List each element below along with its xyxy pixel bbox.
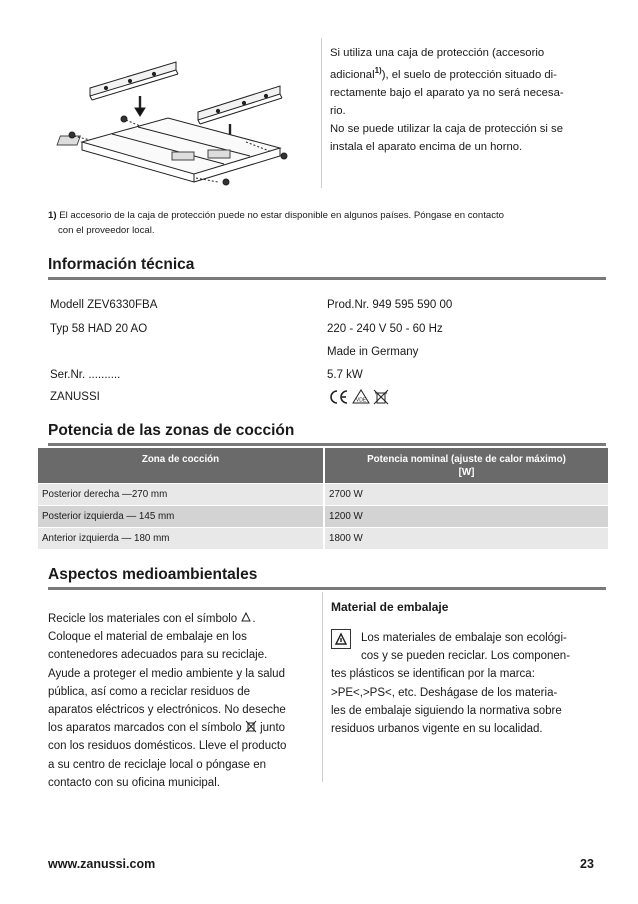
footnote-number: 1) [48, 210, 57, 221]
table-header-row [38, 448, 608, 483]
website-link[interactable]: www.zanussi.com [48, 857, 156, 871]
recycling-text: contacto con su oficina municipal. [48, 776, 220, 789]
recycling-text: contenedores adecuados para su reciclaje. [48, 649, 268, 662]
serial-number: Ser.Nr. .......... [50, 369, 121, 381]
weee-bin-icon [245, 720, 257, 733]
recycle-icon [240, 611, 252, 624]
recycling-text: con los residuos domésticos. Lleve el producto [48, 740, 287, 753]
packaging-text: tes plásticos se identifican por la marca: [331, 668, 535, 681]
footnote-text: El accesorio de la caja de protección puede no estar disponible en algunos países. Póngase en contacto [59, 210, 505, 221]
footnote-ref: 1) [374, 66, 382, 75]
note-line: rio. [330, 104, 346, 117]
power-cell: 1200 W [324, 505, 608, 527]
packaging-text: residuos urbanos vigente en su localidad. [331, 723, 543, 736]
column-divider [322, 592, 323, 782]
note-line [330, 62, 600, 84]
footnote [48, 208, 608, 238]
recycling-text: pública, así como a reciclar residuos de [48, 685, 250, 698]
zone-cell: Anterior izquierda — 180 mm [38, 527, 324, 549]
table-row [38, 527, 608, 549]
note-text: adicional [330, 68, 375, 81]
power-cell: 1800 W [324, 527, 608, 549]
model-number: Modell ZEV6330FBA [50, 299, 158, 311]
column-header-zone: Zona de cocción [38, 448, 324, 483]
packaging-info-icon [331, 629, 351, 649]
recycling-text: Coloque el material de embalaje en los [48, 631, 247, 644]
approval-mark-icon [353, 390, 369, 404]
recycling-text: Ayude a proteger el medio ambiente y la salud [48, 667, 285, 680]
column-header-unit: [W] [458, 467, 475, 478]
total-power: 5.7 kW [327, 369, 363, 381]
packaging-text: >PE<,>PS<, etc. Deshágase de los materia- [331, 686, 558, 699]
protection-box-installation-illustration [48, 38, 322, 188]
product-number: Prod.Nr. 949 595 590 00 [327, 299, 453, 311]
svg-text:VDE: VDE [355, 397, 367, 404]
section-title-technical: Información técnica [48, 256, 606, 280]
recycling-text: a su centro de reciclaje local o póngase en [48, 758, 267, 771]
type-code: Typ 58 HAD 20 AO [50, 323, 148, 335]
brand-name: ZANUSSI [50, 391, 100, 403]
voltage-rating: 220 - 240 V 50 - 60 Hz [327, 323, 443, 335]
certification-marks [327, 389, 397, 405]
table-row [38, 505, 608, 527]
note-text: ), el suelo de protección situado di- [381, 68, 557, 81]
recycling-instructions [48, 610, 320, 792]
recycling-text: junto [260, 722, 286, 735]
note-line: rectamente bajo el aparato ya no será necesa- [330, 86, 564, 99]
footnote-text: con el proveedor local. [58, 225, 155, 236]
recycling-text: aparatos eléctricos y electrónicos. No deseche [48, 704, 286, 717]
recycling-text: Recicle los materiales con el símbolo [48, 613, 238, 625]
weee-bin-icon [374, 390, 388, 404]
protection-box-illustration [48, 38, 322, 188]
zone-cell: Posterior izquierda — 145 mm [38, 505, 324, 527]
packaging-text: cos y se pueden reciclar. Los componen- [361, 650, 571, 663]
packaging-title: Material de embalaje [331, 600, 449, 614]
zone-cell: Posterior derecha —270 mm [38, 483, 324, 505]
protection-box-note [330, 44, 600, 156]
column-header-power-text: Potencia nominal (ajuste de calor máximo) [367, 454, 566, 465]
recycling-text: los aparatos marcados con el símbolo [48, 722, 242, 735]
packaging-text: Los materiales de embalaje son ecológi- [361, 632, 567, 644]
section-title-environment: Aspectos medioambientales [48, 566, 606, 590]
recycling-text: . [252, 613, 256, 625]
note-line: instala el aparato encima de un horno. [330, 140, 523, 153]
note-line: Si utiliza una caja de protección (accesorio [330, 47, 545, 59]
made-in: Made in Germany [327, 346, 419, 358]
ce-mark-icon [331, 391, 347, 403]
page-number: 23 [580, 857, 594, 871]
cooking-zones-table [38, 448, 608, 549]
power-cell: 2700 W [324, 483, 608, 505]
packaging-text: les de embalaje siguiendo la normativa sobre [331, 704, 562, 717]
packaging-instructions [331, 629, 589, 738]
column-header-power [324, 448, 608, 483]
section-title-cooking-zones: Potencia de las zonas de cocción [48, 422, 606, 446]
note-line: No se puede utilizar la caja de protección si se [330, 122, 563, 135]
table-row [38, 483, 608, 505]
